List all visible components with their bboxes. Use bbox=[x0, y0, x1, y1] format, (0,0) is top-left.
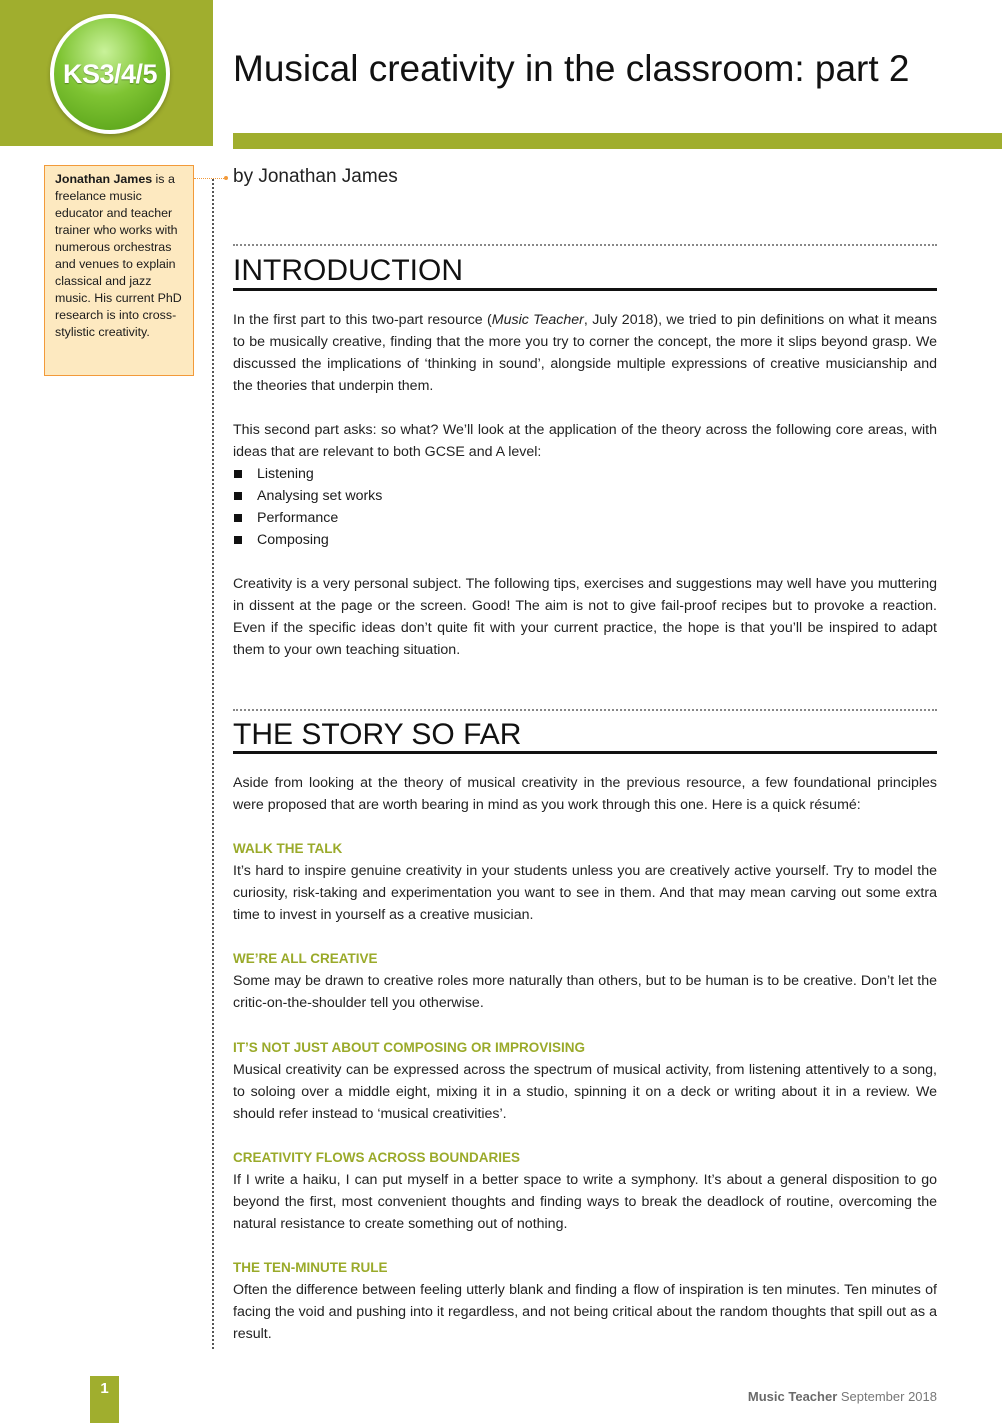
heading-rule bbox=[233, 751, 937, 754]
intro-paragraph-2: This second part asks: so what? We’ll look at the application of the theory across the following core areas, with ideas that are relevant to both GCSE and A level: bbox=[233, 422, 937, 460]
bullet-square-icon bbox=[234, 536, 242, 544]
list-item-label: Listening bbox=[257, 466, 314, 482]
footer-issue-date: September 2018 bbox=[837, 1389, 937, 1404]
story-intro: Aside from looking at the theory of musical creativity in the previous resource, a few foundational principles were proposed that are worth bearing in mind as you work through this one. Here is a quick résumé: bbox=[233, 775, 937, 813]
subheading-all-creative: WE’RE ALL CREATIVE bbox=[233, 951, 378, 966]
list-item bbox=[233, 507, 382, 529]
list-item bbox=[233, 463, 382, 485]
title-underline-bar bbox=[233, 133, 1002, 149]
list-item-label: Composing bbox=[257, 532, 329, 548]
author-bio: is a freelance music educator and teacher trainer who works with numerous orchestras and venues to explain classical and jazz music. His current PhD research is into cross-stylistic creativity. bbox=[55, 172, 182, 339]
intro-paragraph-3: Creativity is a very personal subject. The following tips, exercises and suggestions may well have you muttering in dissent at the page or the screen. Good! The aim is not to give fail-proof recipes but to provoke a reaction. Even if the specific ideas don’t quite fit with your current practice, the hope is that you’ll be inspired to adapt them to your own teaching situation. bbox=[233, 576, 937, 658]
list-item-label: Performance bbox=[257, 510, 339, 526]
bullet-square-icon bbox=[234, 470, 242, 478]
subheading-creativity-flows: CREATIVITY FLOWS ACROSS BOUNDARIES bbox=[233, 1150, 521, 1165]
list-item bbox=[233, 485, 382, 507]
subheading-ten-minute-rule: THE TEN-MINUTE RULE bbox=[233, 1260, 388, 1275]
section-divider bbox=[233, 709, 937, 711]
footer-publication bbox=[748, 1389, 937, 1404]
byline: by Jonathan James bbox=[233, 166, 398, 187]
section-divider bbox=[233, 244, 937, 246]
page-title: Musical creativity in the classroom: part 2 bbox=[233, 48, 910, 89]
intro-heading: INTRODUCTION bbox=[233, 254, 463, 287]
footer-publication-name: Music Teacher bbox=[747, 1389, 838, 1404]
paragraph-ten-minute-rule: Often the difference between feeling utterly blank and finding a flow of inspiration is ten minutes. Ten minutes of facing the void and pushing into it regardless, and not being critical about the random thoughts that spill out as a result. bbox=[233, 1282, 937, 1342]
story-heading: THE STORY SO FAR bbox=[233, 718, 522, 751]
key-stage-badge bbox=[50, 14, 170, 134]
intro-p1-text: In the first part to this two-part resource ( bbox=[233, 312, 492, 328]
author-bio-box bbox=[44, 165, 194, 376]
heading-rule bbox=[233, 288, 937, 291]
subheading-not-just-composing: IT’S NOT JUST ABOUT COMPOSING OR IMPROVISING bbox=[233, 1040, 586, 1055]
bullet-square-icon bbox=[234, 492, 242, 500]
paragraph-all-creative: Some may be drawn to creative roles more naturally than others, but to be human is to be creative. Don’t let the critic-on-the-shoulder tell you otherwise. bbox=[233, 973, 937, 1011]
intro-p1-text-cont: , July 2018), we tried to pin definitions on what it means to be musically creative, finding that the more you try to corner the concept, the more it slips beyond grasp. We discussed the implications of ‘thinking in sound’, alongside multiple expressions of creative musicianship and the theories that underpin them. bbox=[233, 312, 938, 394]
paragraph-creativity-flows: If I write a haiku, I can put myself in a better space to write a symphony. It’s about a general disposition to go beyond the first, most convenient thoughts and finding ways to break the deadlock of routine, overcoming the natural resistance to create something out of nothing. bbox=[233, 1172, 937, 1232]
list-item-label: Analysing set works bbox=[257, 488, 383, 504]
subheading-walk-the-talk: WALK THE TALK bbox=[233, 841, 343, 856]
core-areas-list bbox=[233, 463, 382, 551]
publication-name: Music Teacher bbox=[491, 312, 584, 328]
vertical-dotted-rule bbox=[212, 179, 214, 1349]
bio-connector-dot bbox=[224, 176, 228, 180]
paragraph-not-just-composing: Musical creativity can be expressed across the spectrum of musical activity, from listening attentively to a song, to soloing over a middle eight, mixing it in a studio, spinning it on a deck or writing about it in a review. We should refer instead to ‘musical creativities’. bbox=[233, 1062, 937, 1122]
bullet-square-icon bbox=[234, 514, 242, 522]
list-item bbox=[233, 529, 382, 551]
page-number: 1 bbox=[100, 1380, 109, 1397]
key-stage-label: KS3/4/5 bbox=[62, 58, 158, 89]
intro-paragraph-1 bbox=[233, 309, 937, 397]
bio-connector-line bbox=[194, 178, 226, 179]
author-name: Jonathan James bbox=[55, 172, 153, 186]
paragraph-walk-the-talk: It’s hard to inspire genuine creativity in your students unless you are creatively active yourself. Try to model the curiosity, risk-taking and experimentation you want to see in them. And that may mean carving out some extra time to invest in yourself as a creative musician. bbox=[233, 863, 937, 923]
